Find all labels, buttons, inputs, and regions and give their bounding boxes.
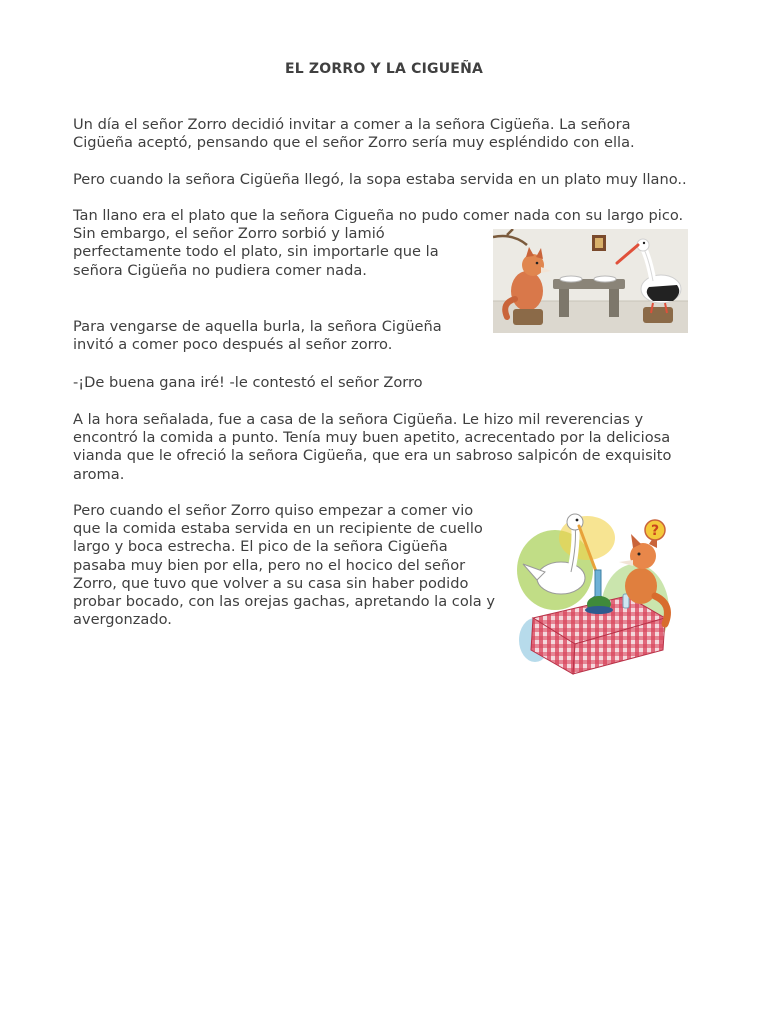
paragraph-narrow-jar xyxy=(73,502,495,629)
text-line: Para vengarse de aquella burla, la señora Cigüeña xyxy=(73,318,442,335)
paragraph-flat-plate xyxy=(73,171,687,189)
stork-and-fox-with-jar-illustration xyxy=(515,500,677,676)
text-line: Un día el señor Zorro decidió invitar a comer a la señora Cigüeña. La señora xyxy=(73,116,631,133)
text-line: Tan llano era el plato que la señora Cigueña no pudo comer nada con su largo pico. xyxy=(73,207,684,224)
text-line: señora Cigüeña no pudiera comer nada. xyxy=(73,261,367,279)
text-line: avergonzado. xyxy=(73,611,172,629)
text-line: Cigüeña aceptó, pensando que el señor Zorro sería muy espléndido con ella. xyxy=(73,134,635,152)
text-line: encontró la comida a punto. Tenía muy buen apetito, acrecentado por la deliciosa xyxy=(73,429,671,447)
text-line: aroma. xyxy=(73,465,125,483)
text-line: perfectamente todo el plato, sin importarle que la xyxy=(73,243,439,261)
text-line: Sin embargo, el señor Zorro sorbió y lamió xyxy=(73,225,385,243)
paragraph-visit xyxy=(73,411,671,484)
document-title: EL ZORRO Y LA CIGUEÑA xyxy=(284,61,484,77)
text-line: Pero cuando el señor Zorro quiso empezar a comer vio xyxy=(73,502,474,519)
text-line: A la hora señalada, fue a casa de la señora Cigüeña. Le hizo mil reverencias y xyxy=(73,411,644,428)
paragraph-fox-reply xyxy=(73,374,423,392)
text-line: vianda que le ofreció la señora Cigüeña, que era un sabroso salpicón de exquisito xyxy=(73,447,672,465)
text-line: -¡De buena gana iré! -le contestó el señor Zorro xyxy=(73,374,423,391)
paragraph-invitation xyxy=(73,116,635,152)
text-line: pasaba muy bien por ella, pero no el hocico del señor xyxy=(73,556,466,574)
question-mark-icon: ? xyxy=(650,523,660,539)
text-line: Pero cuando la señora Cigüeña llegó, la sopa estaba servida en un plato muy llano.. xyxy=(73,171,687,188)
text-line: invitó a comer poco después al señor zorro. xyxy=(73,336,393,354)
text-line: probar bocado, con las orejas gachas, apretando la cola y xyxy=(73,593,496,611)
text-line: largo y boca estrecha. El pico de la señora Cigüeña xyxy=(73,538,448,556)
paragraph-revenge xyxy=(73,318,442,354)
fox-and-stork-at-table-illustration xyxy=(493,229,688,333)
text-line: que la comida estaba servida en un recipiente de cuello xyxy=(73,520,483,538)
text-line: Zorro, que tuvo que volver a su casa sin haber podido xyxy=(73,574,469,592)
